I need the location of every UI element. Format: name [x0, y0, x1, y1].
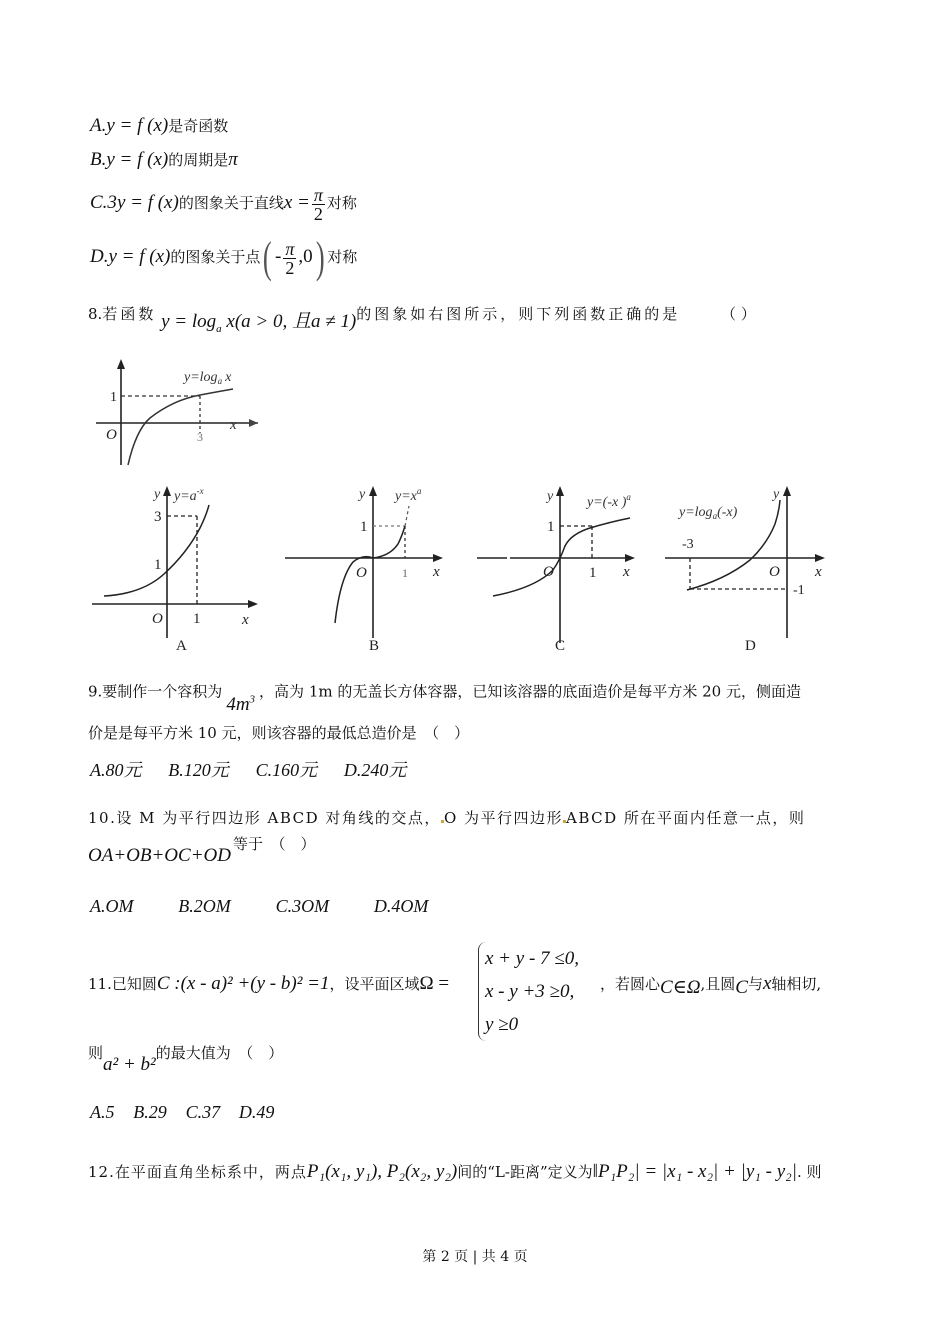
vector-sum-expr: OA+OB+OC+OD — [88, 845, 231, 866]
svg-text:1: 1 — [110, 390, 117, 405]
svg-text:O: O — [152, 611, 163, 627]
svg-text:-1: -1 — [793, 583, 805, 598]
math-expr: C∈Ω — [660, 977, 701, 998]
fraction-denominator: 2 — [285, 257, 295, 278]
question-text: 9.要制作一个容积为 — [88, 682, 223, 701]
option-b: B.2OM — [178, 896, 231, 916]
svg-text:1: 1 — [402, 566, 408, 580]
question-text: ,且圆 — [700, 975, 736, 993]
q7-option-c — [90, 184, 357, 223]
q9-stem-line1 — [88, 676, 801, 716]
math-expr: x — [762, 973, 772, 994]
option-b: B.29 — [133, 1102, 167, 1122]
power-curve — [335, 526, 405, 623]
svg-text:1: 1 — [547, 519, 555, 535]
question-text: ，高为 1m 的无盖长方体容器，已知该溶器的底面造价是每平方米 20 元，侧面造 — [259, 682, 801, 701]
math-expr — [161, 311, 357, 335]
y-axis-arrow-icon — [117, 359, 125, 369]
log-base: a — [216, 322, 222, 335]
svg-text:1: 1 — [589, 565, 597, 581]
math-expr: C — [735, 977, 748, 998]
x-axis-arrow-icon — [249, 419, 258, 427]
right-paren: ) — [315, 233, 325, 282]
option-c: C.37 — [185, 1102, 221, 1122]
math-expr: a² + b² — [103, 1054, 156, 1075]
points-expr: P₁(x₁, y₁), P₂(x₂, y₂) — [306, 1161, 458, 1182]
graph-caption: C — [555, 638, 566, 654]
svg-text:1: 1 — [360, 519, 368, 535]
question-text: 轴相切, — [771, 975, 822, 993]
graph-b — [285, 478, 460, 658]
q7-option-b — [90, 150, 238, 170]
svg-text:O: O — [356, 565, 367, 581]
page-footer — [0, 1246, 950, 1266]
svg-text:x: x — [433, 564, 440, 580]
constraint-1: x + y - 7 ≤0, — [485, 948, 579, 969]
svg-text:y=xa: $y=x^a$ — [395, 486, 422, 504]
svg-text:y=(-x )a: y=(-x )$^a$ — [587, 492, 631, 510]
constraint-3: y ≥0 — [485, 1014, 519, 1035]
svg-text:x: x — [230, 417, 237, 433]
svg-text:y: y — [547, 489, 554, 504]
svg-text:O: O — [769, 564, 780, 580]
question-text: ，设平面区域 — [329, 975, 420, 993]
curve-label: $y=\log_a$ x — [184, 370, 232, 386]
svg-text:x: x — [815, 564, 822, 580]
math-expr: x = — [283, 192, 310, 213]
svg-text:y=loga(-x): $y=\log_a(-x)$ — [679, 505, 738, 521]
math-expr-part: 4m — [226, 694, 250, 716]
graph-d — [665, 478, 840, 658]
option-b: B.120元 — [168, 760, 229, 780]
option-a: A.5 — [90, 1102, 115, 1122]
q7-option-d — [90, 233, 358, 282]
option-text: 对称 — [327, 248, 358, 266]
option-text: 的图象关于直线 — [178, 194, 284, 212]
svg-text:x: x — [242, 612, 249, 628]
svg-text:1: 1 — [154, 557, 162, 573]
y-axis-arrow-icon — [556, 486, 564, 496]
svg-text:y: y — [359, 487, 366, 502]
question-text: . 则 — [796, 1163, 822, 1181]
q7-option-a — [90, 116, 228, 136]
option-text: 的图象关于点 — [170, 248, 261, 266]
q11-stem-line2 — [88, 1043, 284, 1075]
question-text: 若函数 — [102, 305, 157, 323]
q11-stem-line1 — [88, 974, 449, 994]
svg-text:x: x — [623, 564, 630, 580]
question-text: 间的“L-距离”定义为 — [457, 1163, 593, 1181]
x-axis-arrow-icon — [248, 600, 258, 608]
q9-stem-line2 — [88, 723, 469, 743]
option-a: A.OM — [90, 896, 134, 916]
question-text: ABCD 所在平面内任意一点，则 — [566, 809, 806, 827]
svg-text:O: O — [106, 427, 117, 443]
svg-text:O: O — [543, 564, 554, 580]
question-text: O 为平行四边形 — [443, 809, 564, 827]
q10-stem-line1 — [88, 808, 805, 828]
log-curve — [128, 389, 233, 465]
option-a: A.80元 — [90, 760, 142, 780]
option-d: D.240元 — [343, 760, 407, 780]
option-label: D. — [90, 246, 109, 267]
math-expr: ,0 — [298, 246, 313, 267]
math-expr: y = f (x) — [116, 192, 179, 213]
q12-stem — [88, 1162, 822, 1182]
volume-expr — [226, 694, 255, 715]
option-label: B. — [90, 149, 107, 170]
answer-bracket: （ ） — [721, 305, 756, 323]
option-c: C.160元 — [255, 760, 318, 780]
q10-options — [90, 896, 450, 917]
fraction-denominator: 2 — [313, 203, 323, 224]
math-expr: y = f (x) — [106, 115, 169, 136]
x-axis-arrow-icon — [433, 554, 443, 562]
graph-a — [92, 478, 272, 658]
question-number: 8. — [88, 305, 103, 323]
x-axis-arrow-icon — [625, 554, 635, 562]
option-text: 对称 — [326, 194, 357, 212]
option-text: 是奇函数 — [168, 117, 229, 135]
question-text: 11.已知圆 — [88, 975, 157, 993]
q11-options — [90, 1102, 296, 1123]
y-axis-arrow-icon — [783, 486, 791, 496]
q11-stem-line1b — [600, 973, 822, 998]
page-number: 第 2 页 | 共 4 页 — [422, 1249, 528, 1265]
q11-constraint-system — [478, 942, 579, 1041]
power-curve — [493, 518, 630, 596]
region-symbol: Ω = — [419, 973, 450, 994]
y-axis-arrow-icon — [163, 486, 171, 496]
math-expr-part: x(a > 0, 且a ≠ 1) — [226, 311, 357, 332]
option-label: A. — [90, 115, 107, 136]
question-text: 的图象如右图所示，则下列函数正确的是 — [356, 305, 681, 323]
math-expr: y = f (x) — [106, 149, 169, 170]
question-text: 的最大值为 （ ） — [155, 1044, 284, 1062]
fraction — [283, 240, 296, 277]
question-text: 价是是每平方米 10 元，则该容器的最低总造价是 （ ） — [88, 724, 470, 742]
left-paren: ( — [263, 233, 273, 282]
l-distance-definition: ‖P₁P₂| = |x₁ - x₂| + |y₁ - y₂| — [592, 1161, 797, 1182]
svg-text:y: y — [154, 487, 161, 502]
fraction — [312, 186, 325, 223]
q8-stem — [88, 304, 756, 335]
svg-text:1: 1 — [193, 611, 201, 627]
svg-text:3: 3 — [154, 509, 162, 525]
svg-text:y: y — [773, 487, 780, 502]
y-axis-arrow-icon — [369, 486, 377, 496]
question-text: 12.在平面直角坐标系中，两点 — [88, 1163, 307, 1181]
option-text: 的周期是 — [168, 151, 229, 169]
option-d: D.49 — [238, 1102, 275, 1122]
q9-options — [90, 760, 428, 781]
question-text: 等于 （ ） — [232, 835, 316, 853]
fraction-numerator: π — [313, 184, 323, 205]
graph-caption: A — [176, 638, 187, 654]
math-expr: y = f (x) — [108, 246, 171, 267]
exponent: 3 — [249, 694, 256, 706]
math-expr-part: y = log — [161, 311, 217, 332]
question-text: ，若圆心 — [600, 975, 661, 993]
svg-text:3: 3 — [197, 430, 203, 444]
question-text: 10.设 M 为平行四边形 ABCD 对角线的交点， — [88, 809, 441, 827]
minus-sign: - — [275, 246, 282, 267]
svg-text:y=a-x: $y=a^{-x}$ — [174, 486, 204, 504]
option-c: C.3OM — [275, 896, 330, 916]
constraint-2: x - y +3 ≥0, — [485, 981, 575, 1002]
question-text: 与 — [747, 975, 763, 993]
graph-caption: B — [369, 638, 380, 654]
fraction-numerator: π — [285, 238, 295, 259]
q10-stem-line2 — [88, 834, 316, 866]
svg-text:-3: -3 — [682, 537, 694, 552]
x-axis-arrow-icon — [815, 554, 825, 562]
cases-brace — [478, 942, 579, 1041]
option-d: D.4OM — [373, 896, 429, 916]
circle-equation: C :(x - a)² +(y - b)² =1 — [156, 973, 330, 994]
graph-c — [475, 478, 650, 658]
graph-log-main — [88, 345, 258, 470]
question-text: 则 — [88, 1044, 104, 1062]
graph-caption: D — [745, 638, 756, 654]
pi-symbol: π — [228, 149, 238, 170]
option-label: C.3 — [90, 192, 117, 213]
